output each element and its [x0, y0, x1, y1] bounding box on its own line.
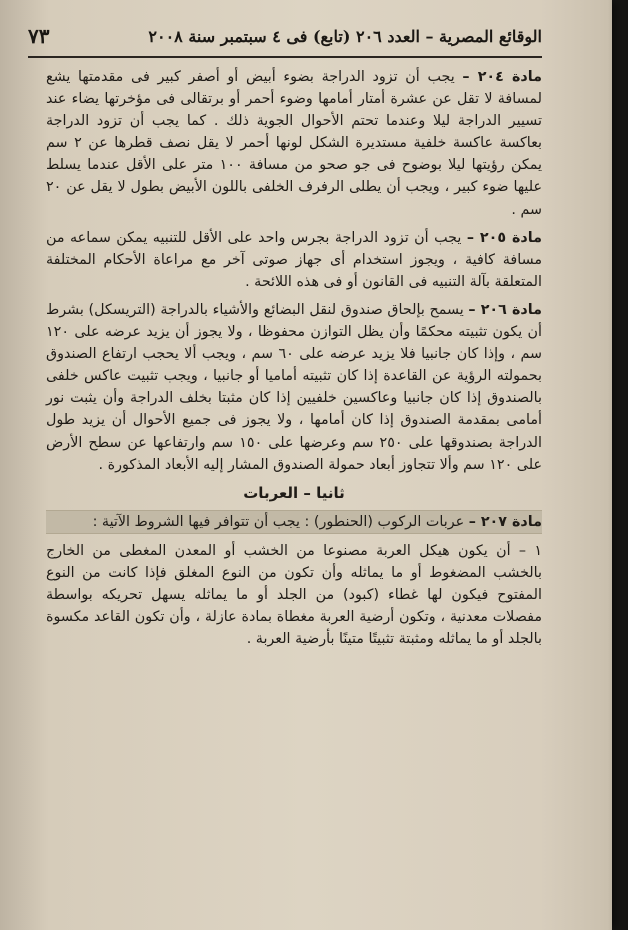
header-rule: [28, 56, 542, 58]
article-text: عربات الركوب (الحنطور) : يجب أن تتوافر فيها الشروط الآتية :: [92, 513, 465, 530]
article-207-item-1: [46, 540, 542, 650]
item-text: ١ – أن يكون هيكل العربة مصنوعا من الخشب أو المعدن المغطى من الخارج بالخشب المضغوط أو ما يماثله وأن تكون من النوع المغلق فإذا كانت من النوع المفتوح فيكون لها غطاء (كبود) من الجلد أو ما يماثله يسهل تحريكه بواسطة مفصلات معدنية ، وتكون أرضية العربة مغطاة بمادة عازلة ، وأن تكون القاعد مكسوة بالجلد أو ما يماثله ومثبتة تثبيتًا متينًا بأرضية العربة .: [46, 542, 542, 648]
article-label: مادة ٢٠٦ –: [468, 301, 542, 318]
article-204: [46, 66, 542, 221]
section-title: ثانيا – العربات: [243, 483, 345, 502]
article-206: [46, 299, 542, 476]
page-header: [28, 22, 542, 50]
article-label: مادة ٢٠٥ –: [466, 229, 542, 246]
article-207: [46, 510, 542, 534]
gazette-title: الوقائع المصرية – العدد ٢٠٦ (تابع) فى ٤ سبتمبر سنة ٢٠٠٨: [148, 26, 542, 46]
photo-edge-shadow: [608, 0, 628, 930]
article-205: [46, 227, 542, 293]
article-label: مادة ٢٠٧ –: [468, 513, 542, 530]
article-text: يجب أن تزود الدراجة بجرس واحد على الأقل للتنبيه يمكن سماعه من مسافة كافية ، ويجوز استخدام أى جهاز صوتى آخر مع مراعاة الأحكام المختلفة المتعلقة بآلة التنبيه فى القانون أو فى هذه اللائحة .: [46, 229, 542, 290]
article-text: يسمح بإلحاق صندوق لنقل البضائع والأشياء بالدراجة (التريسكل) بشرط أن يكون تثبيته محكمًا وأن يظل التوازن محفوظا ، ولا يجوز أن يزيد عرضه على ١٢٠ سم ، وإذا كان جانبيا فلا يزيد عرضه على ٦٠ سم ، ويجب ألا يحجب ارتفاع الصندوق بحمولته الرؤية عن القاعدة إذا كان تثبيته أماميا أو جانبيا ، ويجب تثبيت عاكس خلفى بالصندوق إذا كان جانبيا وعاكسين خلفيين إذا كان مثبتا بخلف الدراجة وأن يثبت نور أمامى بمقدمة الصندوق إذا كان أمامها ، ولا يجوز فى جميع الأحوال أن يزيد طول الدراجة بصندوقها على ٢٥٠ سم وعرضها على ١٥٠ سم وارتفاعها عن سطح الأرض على ١٢٠ سم وألا تتجاوز أبعاد حمولة الصندوق المشار إليه الأبعاد المذكورة .: [46, 301, 543, 473]
article-label: مادة ٢٠٤ –: [462, 69, 542, 85]
article-text: يجب أن تزود الدراجة بضوء أبيض أو أصفر كبير فى مقدمتها يشع لمسافة لا تقل عن عشرة أمتار أمامها وضوء أحمر أو برتقالى فى مؤخرتها يضاء عند تسيير الدراجة ليلا وعندما تحتم الأحوال الجوية ذلك . كما يجب أن تزود الدراجة بعاكسة عاكسة خلفية مستديرة الشكل لونها أحمر لا يقل نصف قطرها عن ٢ سم يمكن رؤيتها ليلا بوضوح فى جو صحو من مسافة ١٠٠ متر على الأقل عندما يسلط عليها ضوء كبير ، ويجب أن يطلى الرفرف الخلفى باللون الأبيض بطول لا يقل عن ٢٠ سم .: [46, 69, 542, 218]
document-body: [46, 66, 542, 656]
page-number: ٧٣: [28, 24, 50, 48]
